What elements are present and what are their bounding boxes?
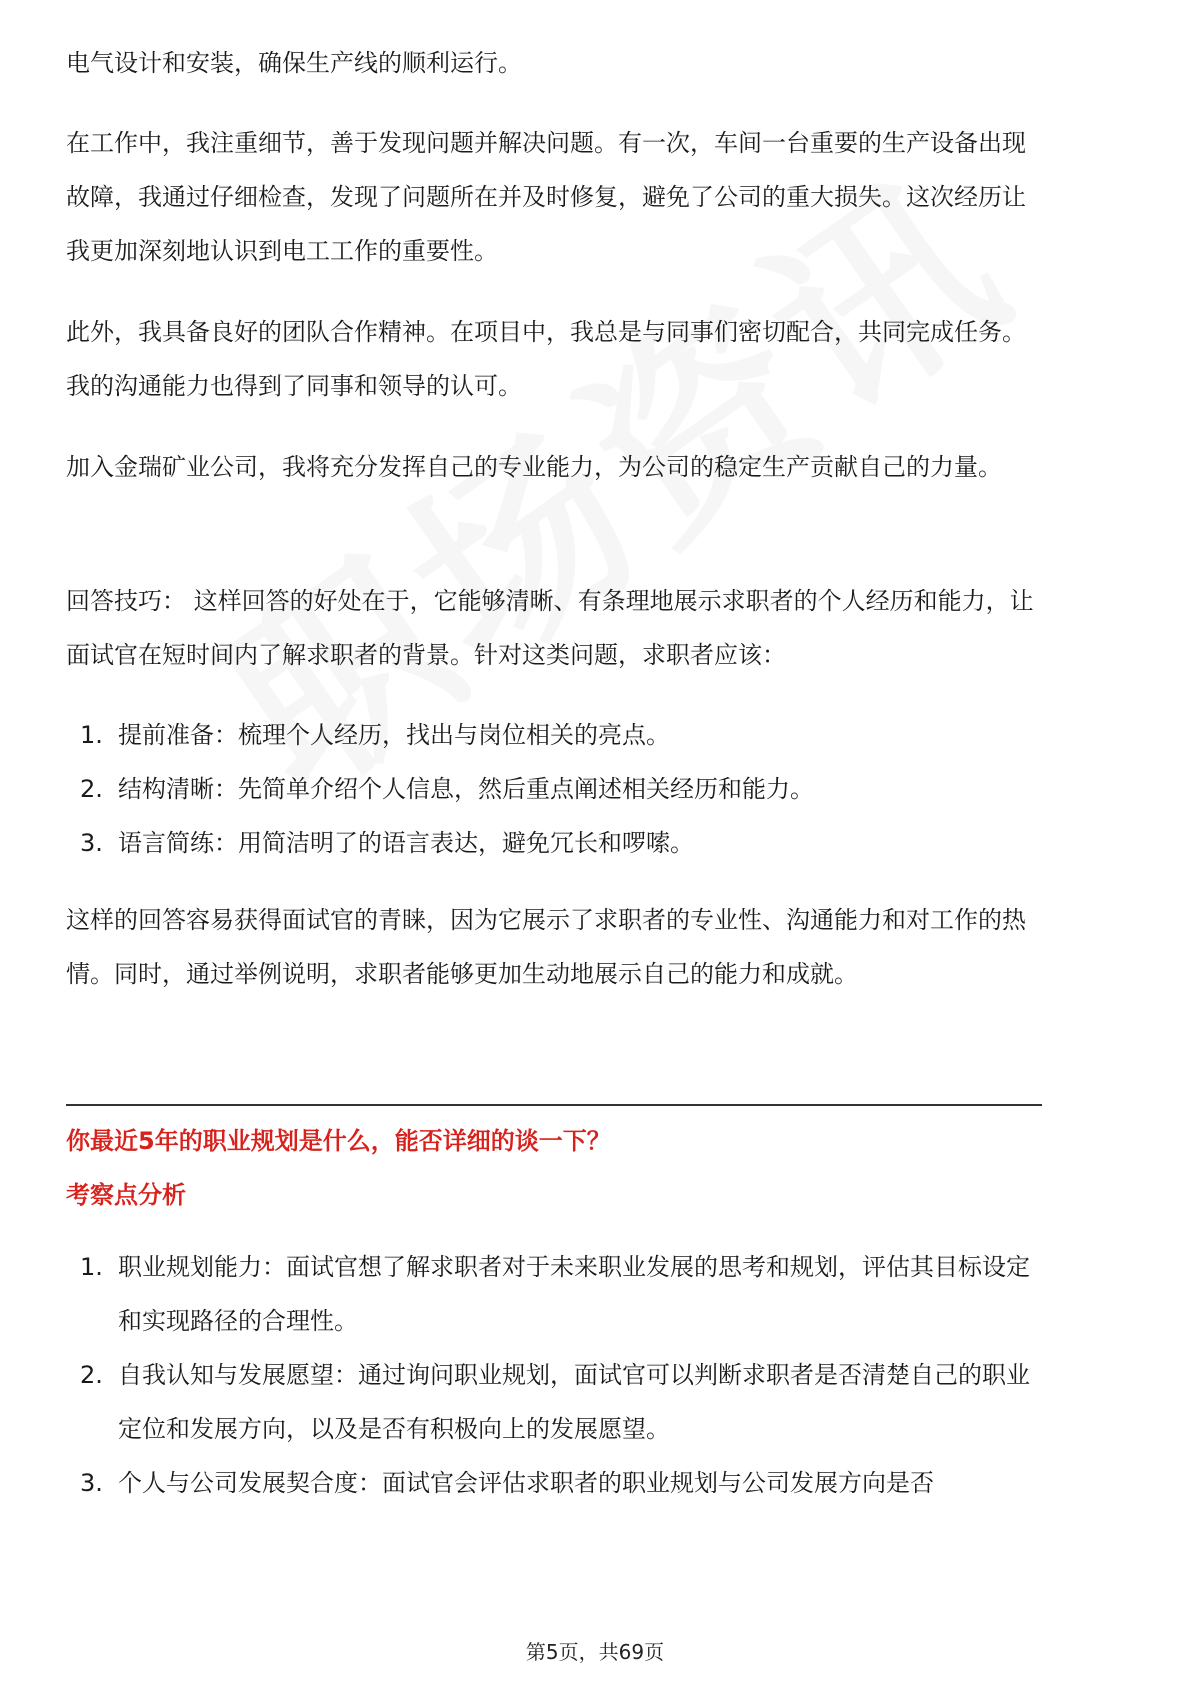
list-item: 2. 自我认知与发展愿望：通过询问职业规划，面试官可以判断求职者是否清楚自己的职业定位和发展方向，以及是否有积极向上的发展愿望。	[80, 1361, 1030, 1443]
tips-list	[66, 708, 1042, 870]
paragraph-answer-tips: 回答技巧： 这样回答的好处在于，它能够清晰、有条理地展示求职者的个人经历和能力，让面试官在短时间内了解求职者的背景。针对这类问题，求职者应该：	[66, 587, 1034, 669]
analysis-list	[66, 1240, 1042, 1510]
paragraph-teamwork: 此外，我具备良好的团队合作精神。在项目中，我总是与同事们密切配合，共同完成任务。我的沟通能力也得到了同事和领导的认可。	[66, 318, 1026, 400]
page-number: 第5页，共69页	[525, 1640, 665, 1664]
paragraph-continuation: 电气设计和安装，确保生产线的顺利运行。	[66, 49, 522, 77]
analysis-heading: 考察点分析	[66, 1181, 186, 1209]
paragraph-detail-story: 在工作中，我注重细节，善于发现问题并解决问题。有一次，车间一台重要的生产设备出现故障，我通过仔细检查，发现了问题所在并及时修复，避免了公司的重大损失。这次经历让我更加深刻地认识到电工工作的重要性。	[66, 129, 1026, 265]
section-divider	[66, 1104, 1042, 1106]
list-item: 2. 结构清晰：先简单介绍个人信息，然后重点阐述相关经历和能力。	[80, 775, 814, 803]
list-item: 1. 职业规划能力：面试官想了解求职者对于未来职业发展的思考和规划，评估其目标设定和实现路径的合理性。	[80, 1253, 1030, 1335]
paragraph-summary: 这样的回答容易获得面试官的青睐，因为它展示了求职者的专业性、沟通能力和对工作的热情。同时，通过举例说明，求职者能够更加生动地展示自己的能力和成就。	[66, 906, 1026, 988]
list-item: 3. 个人与公司发展契合度：面试官会评估求职者的职业规划与公司发展方向是否	[80, 1469, 934, 1497]
question-title: 你最近5年的职业规划是什么，能否详细的谈一下？	[66, 1127, 611, 1155]
list-item: 1. 提前准备：梳理个人经历，找出与岗位相关的亮点。	[80, 721, 670, 749]
paragraph-join-company: 加入金瑞矿业公司，我将充分发挥自己的专业能力，为公司的稳定生产贡献自己的力量。	[66, 453, 1002, 481]
list-item: 3. 语言简练：用简洁明了的语言表达，避免冗长和啰嗦。	[80, 829, 694, 857]
